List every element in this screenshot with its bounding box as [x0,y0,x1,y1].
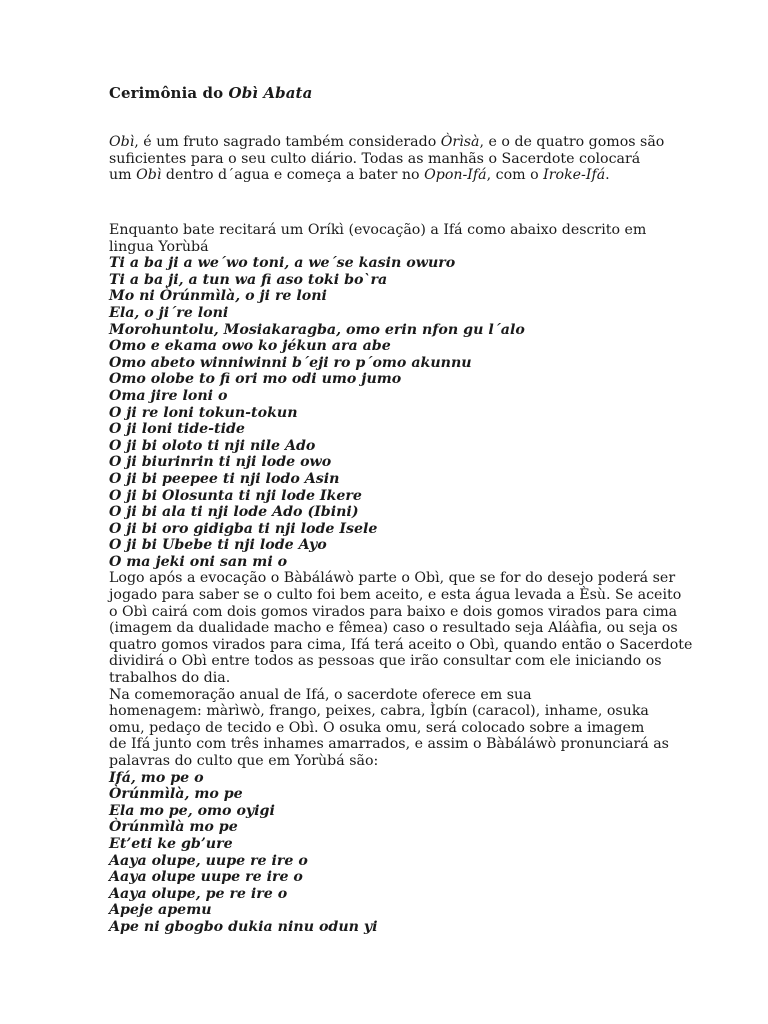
intro-paragraph [109,134,669,184]
chant-line: Òrúnmìlà mo pe [109,819,238,836]
main-body [109,222,693,936]
chant-line: O ji bi Ubebe ti nji lode Ayo [109,537,327,554]
text-span: um [109,167,137,184]
chant-line: Mo ni Òrúnmìlà, o ji re loni [109,288,327,305]
text-span: Iroke-Ifá [543,167,606,184]
chant-line: Morohuntolu, Mosiakaragba, omo erin nfon gu l´alo [109,321,525,338]
text-line: trabalhos do dia. [109,670,231,687]
title-text: Cerimônia do [109,84,229,102]
chant-line: Ifá, mo pe o [109,769,204,786]
text-span: . [605,167,610,184]
text-line: Enquanto bate recitará um Oríkì (evocação) a Ifá como abaixo descrito em [109,222,647,238]
text-line: jogado para saber se o culto foi bem aceito, e esta água levada a Èsù. Se aceito [109,587,682,604]
paragraph-invocation [109,222,669,255]
text-span: , e o de quatro gomos são [479,134,665,150]
chant-line: Oma jire loni o [109,387,228,404]
intro-line [109,151,669,168]
chant-prayer [109,770,669,936]
page-title [109,84,312,102]
chant-line: Omo abeto winniwinni b´eji ro p´omo akunnu [109,354,472,371]
paragraph-ceremony [109,570,693,769]
text-line: homenagem: màrìwò, frango, peixes, cabra, Ìgbín (caracol), inhame, osuka [109,703,649,720]
text-line: lingua Yorùbá [109,238,209,255]
chant-line: Omo olobe to fi ori mo odi umo jumo [109,371,402,388]
chant-oriki [109,255,669,570]
text-line: (imagem da dualidade macho e fêmea) caso o resultado seja Aláàfia, ou seja os [109,620,678,637]
text-span: Obì [136,167,162,184]
chant-line: Ape ni gbogbo dukia ninu odun yi [109,918,378,935]
chant-line: Et’eti ke gb’ure [109,835,233,852]
chant-line: O ji bi oloto ti nji nile Ado [109,437,316,454]
text-span: Obì [109,134,135,150]
chant-line: O ji bi ala ti nji lode Ado (Ibini) [109,504,359,521]
intro-line [109,134,669,151]
chant-line: Òrúnmìlà, mo pe [109,786,243,803]
chant-line: O ji bi Olosunta ti nji lode Ikere [109,487,362,504]
text-span: , com o [486,167,544,184]
text-line: palavras do culto que em Yorùbá são: [109,753,379,769]
text-span: Òrìsà [440,134,480,150]
text-line: de Ifá junto com três inhames amarrados, e assim o Bàbáláwò pronunciará as [109,736,669,753]
chant-line: O ji biurinrin ti nji lode owo [109,454,332,471]
intro-line [109,167,669,184]
text-line: quatro gomos virados para cima, Ifá terá aceito o Obì, quando então o Sacerdote [109,636,693,653]
chant-line: O ma jeki oni san mi o [109,553,288,570]
chant-line: Ela mo pe, omo oyigi [109,802,275,819]
chant-line: O ji loni tide-tide [109,421,245,438]
text-span: , é um fruto sagrado também considerado [134,134,441,150]
text-line: Na comemoração anual de Ifá, o sacerdote oferece em sua [109,686,532,703]
text-line: Logo após a evocação o Bàbáláwò parte o Obì, que se for do desejo poderá ser [109,570,676,587]
text-line: dividirá o Obì entre todos as pessoas que irão consultar com ele iniciando os [109,653,662,670]
chant-line: Ela, o ji´re loni [109,304,229,321]
text-span: suficientes para o seu culto diário. Todas as manhãs o Sacerdote colocará [109,150,641,167]
chant-line: O ji re loni tokun-tokun [109,404,298,421]
chant-line: Ti a ba ji, a tun wa fi aso toki bo`ra [109,271,388,288]
text-line: o Obì cairá com dois gomos virados para baixo e dois gomos virados para cima [109,603,678,620]
text-line: omu, pedaço de tecido e Obì. O osuka omu, será colocado sobre a imagem [109,719,645,736]
text-span: Opon-Ifá [424,167,487,184]
chant-line: Ti a ba ji a we´wo toni, a we´se kasin owuro [109,255,456,272]
chant-line: O ji bi peepee ti nji lodo Asin [109,470,340,487]
chant-line: Omo e ekama owo ko jékun ara abe [109,338,391,355]
chant-line: O ji bi oro gidigba ti nji lode Isele [109,520,378,537]
chant-line: Aaya olupe, pe re ire o [109,885,288,902]
title-italic: Obì Abata [228,84,313,102]
chant-line: Aaya olupe, uupe re ire o [109,852,308,869]
text-span: dentro d´agua e começa a bater no [161,167,425,184]
chant-line: Aaya olupe uupe re ire o [109,869,303,886]
chant-line: Apeje apemu [109,902,212,919]
